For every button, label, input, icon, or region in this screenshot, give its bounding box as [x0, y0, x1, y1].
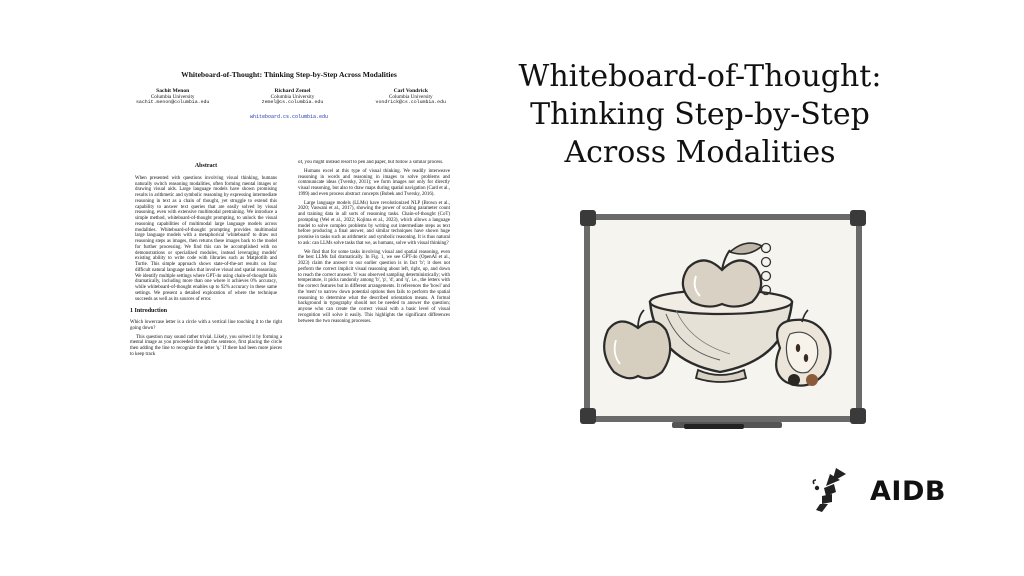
- author: [136, 88, 209, 107]
- intro-paragraph: Which lowercase letter is a circle with a vertical line touching it to the right going down?: [130, 320, 282, 331]
- author-name: Richard Zemel: [274, 88, 311, 94]
- author-affiliation: Columbia University: [150, 94, 195, 101]
- headline: [500, 58, 900, 172]
- left-column: [130, 160, 282, 516]
- author-name: Sachit Menon: [156, 88, 190, 94]
- body-paragraph: We find that for some tasks involving visual and spatial reasoning, even the best LLMs fail dramatically. In Fig. 1, we see GPT-4o (OpenAI et al., 2023) claim the answer to our earlier question is in fact 'b'; it does not perform the correct implicit visual reasoning about left, right, up, and down to reach the correct answer. 'b' was observed sampling deterministically; with temperature, it picks randomly among 'b', 'p', 'd', and 'q', i.e., the letters with the correct features but in different arrangements. It references the 'bowl' and the 'stem' to narrow down potential options then fails to perform the spatial reasoning to determine what the described orientation means. A formal background in typography should not be needed to answer the question; anyone who can create the correct visual with a basic level of visual recognition will solve it easily. This highlights the significant differences between the two reasoning processes.: [298, 249, 450, 324]
- author-affiliation: Columbia University: [270, 94, 315, 101]
- author-list: [136, 88, 446, 107]
- abstract-heading: Abstract: [194, 163, 218, 169]
- author-affiliation: Columbia University: [388, 94, 433, 101]
- paper-page: [122, 56, 456, 520]
- intro-paragraph: This question may sound rather trivial. Likely, you solved it by forming a mental image as you proceeded through the sentence, first placing the circle then adding the line to recognize the letter 'q.' If there had been more pieces to keep track: [130, 334, 282, 357]
- right-column: [298, 160, 450, 516]
- bee-logo-icon: [810, 466, 850, 514]
- author-email: zemel@cs.columbia.edu: [261, 100, 324, 106]
- headline-line: Across Modalities: [564, 135, 836, 170]
- headline-line: Whiteboard-of-Thought:: [518, 59, 882, 94]
- intro-heading: 1 Introduction: [130, 308, 168, 315]
- author: [376, 88, 446, 107]
- author-email: sachit.menon@columbia.edu: [136, 100, 210, 106]
- whiteboard-apple-sketch-icon: [580, 210, 866, 436]
- abstract-paragraph: When presented with questions involving visual thinking, humans naturally switch reasoning modalities, often forming mental images or drawing visual aids. Large language models have shown promising results in arithmetic and symbolic reasoning by expressing intermediate reasoning in text as a chain of thought, yet struggle to extend this capability to answer text queries that are easily solved by visual reasoning, even with extensive multimodal pretraining. We introduce a simple method, whiteboard-of-thought prompting, to unlock the visual reasoning capabilities of multimodal large language models across modalities. Whiteboard-of-thought prompting provides multimodal large language models with a metaphorical 'whiteboard' to draw out reasoning steps as images, then returns these images back to the model for further processing. We find this can be accomplished with no demonstrations or specialized modules, instead leveraging models' existing ability to write code with libraries such as Matplotlib and Turtle. This simple approach shows state-of-the-art results on four difficult natural language tasks that involve visual and spatial reasoning. We identify multiple settings where GPT-4o using chain-of-thought fails dramatically, including more than one where it achieves 0% accuracy, while whiteboard-of-thought enables up to 92% accuracy in these same settings. We present a detailed exploration of where the technique succeeds as well as its sources of error.: [135, 175, 277, 302]
- paper-columns: [130, 160, 450, 516]
- author-name: Carl Vondrick: [393, 88, 428, 94]
- body-paragraph: of, you might instead resort to pen and paper, but follow a similar process.: [298, 160, 444, 165]
- headline-line: Thinking Step-by-Step: [530, 97, 870, 132]
- paper-title: Whiteboard-of-Thought: Thinking Step-by-Step Across Modalities: [181, 70, 397, 79]
- abstract-text: [130, 176, 282, 303]
- body-paragraph: Humans excel at this type of visual thinking. We readily interweave reasoning in words and reasoning in images to solve problems and communicate ideas (Tversky, 2011); we form images not only for directly visual reasoning, but also to draw maps during spatial navigation (Card et al., 1999) and even process abstract concepts (Bobek and Tversky, 2016).: [298, 168, 450, 197]
- body-paragraph: Large language models (LLMs) have revolutionized NLP (Brown et al., 2020; Vaswani et al., 2017), showing the power of scaling parameter count and training data in all sorts of reasoning tasks. Chain-of-thought (CoT) prompting (Wei et al., 2022; Kojima et al., 2023), which allows a language model to solve complex problems by writing out intermediate steps as text before producing a final answer, and similar techniques have shown huge promise in tasks such as arithmetic and symbolic reasoning. It is thus natural to ask: can LLMs solve tasks that we, as humans, solve with visual thinking?: [298, 200, 450, 246]
- author: [262, 88, 324, 107]
- project-url-link[interactable]: whiteboard.cs.columbia.edu: [249, 113, 328, 120]
- brand-name: AIDB: [870, 476, 946, 507]
- author-email: vondrick@cs.columbia.edu: [375, 100, 446, 106]
